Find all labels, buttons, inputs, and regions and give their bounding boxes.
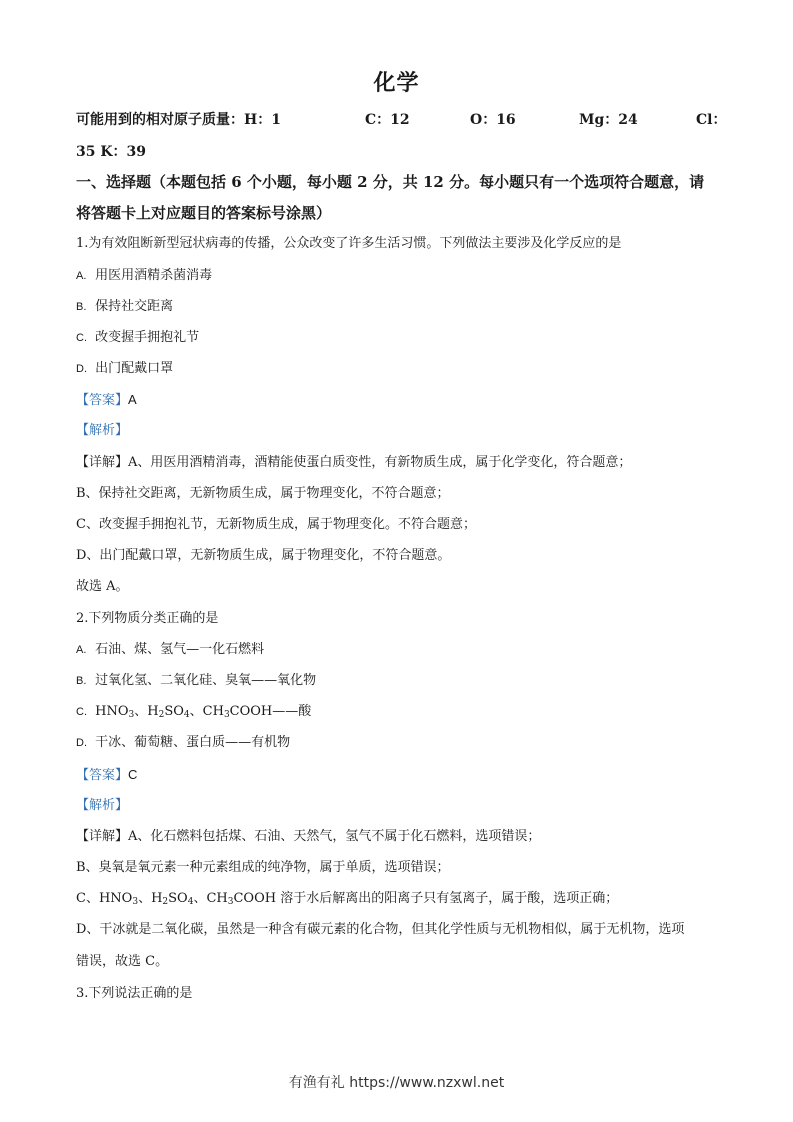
answer-tag: 【答案】 <box>76 768 129 783</box>
option-label: D. <box>76 737 87 749</box>
q1-detail-c: C、改变握手拥抱礼节，无新物质生成，属于物理变化。不符合题意； <box>76 517 476 532</box>
atomic-mass-label: 可能用到的相对原子质量：H：1 <box>76 112 281 128</box>
option-text: 过氧化氢、二氧化硅、臭氧——氧化物 <box>95 673 317 688</box>
option-label: D. <box>76 363 87 375</box>
q2-analysis-tag: 【解析】 <box>76 798 129 813</box>
formula-part: HNO <box>95 704 129 719</box>
subscript: 4 <box>183 710 190 720</box>
section-heading-line2: 将答题卡上对应题目的答案标号涂黑） <box>76 204 332 222</box>
section-heading-line1: 一、选择题（本题包括 6 个小题，每小题 2 分，共 12 分。每小题只有一个选项符合题意，请 <box>76 173 705 191</box>
q2-detail-c <box>76 890 618 911</box>
atomic-mass-o: O：16 <box>470 112 516 128</box>
q1-analysis-tag: 【解析】 <box>76 423 129 438</box>
q2-detail-d-line1: D、干冰就是二氧化碳，虽然是一种含有碳元素的化合物，但其化学性质与无机物相似，属于无机物，选项 <box>76 922 685 937</box>
detail-tag: 【详解】 <box>76 829 129 844</box>
subscript: 4 <box>187 897 194 907</box>
option-text: 保持社交距离 <box>95 299 174 314</box>
q2-detail-b: B、臭氧是氧元素一种元素组成的纯净物，属于单质，选项错误； <box>76 860 450 875</box>
atomic-mass-mg: Mg：24 <box>579 112 638 128</box>
subscript: 2 <box>158 710 165 720</box>
option-label: A. <box>76 644 87 656</box>
q2-option-c <box>76 703 311 724</box>
detail-text: A、化石燃料包括煤、石油、天然气，氢气不属于化石燃料，选项错误； <box>128 829 541 844</box>
q2-option-a <box>76 641 264 659</box>
formula-part: SO <box>168 891 188 906</box>
q1-detail-b: B、保持社交距离，无新物质生成，属于物理变化，不符合题意； <box>76 486 450 501</box>
q2-detail-d-line2: 错误，故选 C。 <box>76 954 169 969</box>
answer-tag: 【答案】 <box>76 393 129 408</box>
option-label: C. <box>76 332 87 344</box>
page-footer-watermark: 有渔有礼 https://www.nzxwl.net <box>288 1075 505 1091</box>
atomic-mass-cl: Cl： <box>696 112 727 128</box>
option-label: A. <box>76 270 87 282</box>
formula-part: SO <box>164 704 184 719</box>
formula-part: COOH 溶于水后解离出的阳离子只有氢离子，属于酸，选项正确； <box>233 891 619 906</box>
subscript: 3 <box>223 710 230 720</box>
q2-answer <box>76 766 137 785</box>
option-text: 改变握手拥抱礼节 <box>95 330 200 345</box>
detail-text: A、用医用酒精消毒，酒精能使蛋白质变性，有新物质生成，属于化学变化，符合题意； <box>128 455 632 470</box>
formula-part: 、CH <box>189 704 224 719</box>
atomic-mass-cl-k: 35 K：39 <box>76 144 147 160</box>
q1-option-a <box>76 267 212 285</box>
option-label: B. <box>76 301 87 313</box>
q1-option-b <box>76 298 173 316</box>
formula-part: COOH——酸 <box>229 704 312 719</box>
q2-option-b <box>76 672 316 690</box>
subscript: 3 <box>227 897 234 907</box>
answer-value: C <box>128 767 138 782</box>
question-2-stem: 2.下列物质分类正确的是 <box>76 611 219 626</box>
option-label: B. <box>76 675 87 687</box>
question-3-stem: 3.下列说法正确的是 <box>76 986 193 1001</box>
question-1-stem: 1.为有效阻断新型冠状病毒的传播，公众改变了许多生活习惯。下列做法主要涉及化学反应的是 <box>76 236 622 251</box>
formula-part: 、H <box>138 891 163 906</box>
subscript: 3 <box>128 710 135 720</box>
q1-detail-d: D、出门配戴口罩，无新物质生成，属于物理变化，不符合题意。 <box>76 548 451 563</box>
option-text: 石油、煤、氢气—一化石燃料 <box>95 642 265 657</box>
q1-option-c <box>76 329 199 347</box>
answer-value: A <box>128 392 137 407</box>
q2-option-d <box>76 734 290 752</box>
q1-detail-a <box>76 454 631 472</box>
q1-conclusion: 故选 A。 <box>76 579 129 594</box>
atomic-mass-c: C：12 <box>365 112 410 128</box>
formula-part: 、CH <box>193 891 228 906</box>
option-text: 出门配戴口罩 <box>95 361 174 376</box>
option-text: 干冰、葡萄糖、蛋白质——有机物 <box>95 735 291 750</box>
formula-part: 、H <box>134 704 159 719</box>
subscript: 2 <box>162 897 169 907</box>
detail-tag: 【详解】 <box>76 455 129 470</box>
formula-text <box>95 704 311 719</box>
option-text: 用医用酒精杀菌消毒 <box>95 268 213 283</box>
option-label: C. <box>76 706 87 718</box>
q1-option-d <box>76 360 173 378</box>
formula-part: C、HNO <box>76 891 133 906</box>
q2-detail-a <box>76 828 540 846</box>
page-title: 化学 <box>373 70 420 96</box>
q1-answer <box>76 391 137 410</box>
subscript: 3 <box>132 897 139 907</box>
